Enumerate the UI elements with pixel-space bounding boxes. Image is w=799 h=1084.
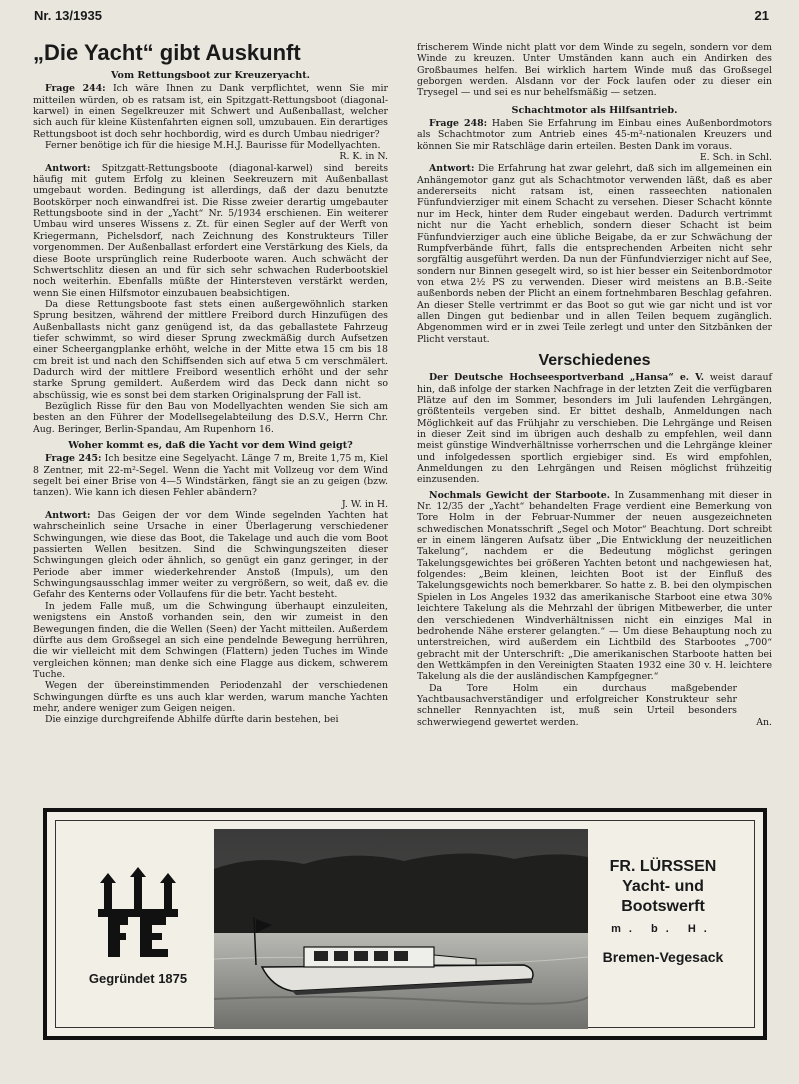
answer-text: Die Erfahrung hat zwar gelehrt, daß sich im allgemeinen ein Anhängemotor ganz gut als Schachtmotor verwenden läßt, daß es aber andererseits nicht ratsam ist, einen rasseechten nationalen Fünfundvierziger mit einem Schacht zu versehen. Dieser Schacht könnte nur im Heck, hinter dem Ruder eingebaut werden. Dadurch vertrimmt nicht nur die Yacht erheblich, sondern dieser Schacht ist beim Fünfundvierziger auch eine übliche Beigabe, da er zur Schwächung der Rumpfverbände führt, falls die entsprechenden Arbeiten nicht sehr sorgfältig ausgeführt werden. Da nun der Fünfundvierziger nicht auf See, sondern nur Binnen gesegelt wird, so ist hier besser ein Seitenbordmotor von etwa 2½ PS zu verwenden. Dieser wird meistens an B.B.-Seite außenbords neben der Plicht an einem fortnehmbaren Beschlag gefahren. An dieser Stelle vertrimmt er das Boot so gut wie gar nicht und ist vor allen Dingen gut bedienbar und in allen Teilen bequem zugänglich. Abgenommen wird er in zwei Teile zerlegt und unter den Sitzbänken der Plicht verstaut.: [417, 163, 772, 345]
news-text: In Zusammenhang mit dieser in Nr. 12/35 der „Yacht“ behandelten Frage verdient eine Bemerkung von Tore Holm in der Februar-Nummer der neuen ausgezeichneten schwedischen Monatsschrift „Segel och Motor“ Beachtung. Dort schreibt er in einem längeren Aufsatz über „Die Entwicklung der neuzeitlichen Takelung“, nachdem er die Bedeutung möglichst geringen Takelungsgewichtes bei größeren Yachten betont und nachgewiesen hat, folgendes: „Beim kleinen, leichten Boot ist der Einfluß des Takelungsgewichts noch bemerkbarer. So hatte z. B. bei den olympischen Spielen in Los Angeles 1932 das amerikanische Starboot eine etwa 30% leichtere Takelung als die Mehrzahl der übrigen Mitbewerber, die unter den verschiedenen Windverhältnissen nicht ein einziges Mal in bedrohende Nähe ersterer gelangten.“ — Um diese Behauptung noch zu unterstreichen, wird außerdem ein Lichtbild des Starbootes „700“ gebracht mit der Unterschrift: „Die amerikanischen Starboote hatten bei den Wettkämpfen in den Vereinigten Staaten 1932 eine 30 v. H. leichtere Takelung als die der ausländischen Kampfgegner.“: [417, 489, 772, 683]
section-subtitle: Vom Rettungsboot zur Kreuzeryacht.: [110, 70, 310, 81]
news-lead: Der Deutsche Hochseesportverband „Hansa“ e. V.: [429, 372, 705, 384]
signature-line: [33, 151, 388, 162]
company-name-block: [588, 857, 738, 965]
news-closing: [417, 683, 772, 728]
news-closing-text: Da Tore Holm ein durchaus maßgebender Yachtbausachverständiger und erfolgreicher Konstrukteur sehr schneller Rennyachten ist, muß sein Urteil besonders schwerwiegend gewertet werden.: [417, 682, 737, 728]
page-header: [12, 8, 769, 26]
answer-label: Antwort:: [45, 162, 91, 174]
answer-244-p3: Bezüglich Risse für den Bau von Modellyachten wenden Sie sich am besten an den Führer der Modellsegelabteilung des D.S.V., Herrn Chr. Aug. Beringer, Berlin-Spandau, Am Rupenhorn 16.: [33, 400, 388, 435]
signature: R. K. in N.: [339, 151, 388, 163]
page-number: 21: [754, 8, 769, 23]
section-title-verschiedenes: Verschiedenes: [538, 351, 651, 369]
question-text: Haben Sie Erfahrung im Einbau eines Außenbordmotors als Schachtmotor zum Antrieb eines 45-m²-nationalen Kreuzers und können Sie mir Ratschläge darin erteilen. Besten Dank im voraus.: [417, 118, 772, 152]
news-lead: Nochmals Gewicht der Starboote.: [429, 489, 610, 501]
left-column: [33, 40, 388, 726]
answer-text: Das Geigen der vor dem Winde segelnden Yachten hat wahrscheinlich seine Ursache in einer Überlagerung verschiedener Schwingungen, wie diese das Boot, die Takelage und auch die vom Boot passierten Wellen besitzen. Sind die Schwingungszeiten dieser Schwingungen gleich oder ähnlich, so genügt ein ganz geringer, in der Periode aber immer wiederkehrender Anstoß (Impuls), um den Schwingungsausschlag immer weiter zu vergrößern, so weit, daß ev. die Gefahr des Kenterns oder Vollaufens für die betr. Yacht besteht.: [33, 510, 388, 601]
answer-text: Spitzgatt-Rettungsboote (diagonal-karwel) sind bereits häufig mit gutem Erfolg zu kleinen Seekreuzern mit Außenballast umgebaut worden. Bedingung ist allerdings, daß der dazu benutzte Bootskörper noch einwandfrei ist. Die Risse zweier derartig umgebauter Rettungsboote sind in der „Yacht“ Nr. 5/1934 erschienen. Ein weiterer Umbau wird unseres Wissens z. Zt. für einen Segler auf der Werft von Kriegermann, Pichelsdorf, nach Zeichnung des Konstrukteurs Tiller vorgenommen. Der Außenballast erfordert eine Verstärkung des Kiels, da diese Boote ursprünglich reine Ruderboote waren. Auch schwächt der Schwertschlitz diesen an und für sich sehr schwachen Ruderbootskiel noch weiterhin. Ebenfalls müßte der Hintersteven verstärkt werden, wenn Sie einen Hilfsmotor einzubauen beabsichtigen.: [33, 162, 388, 299]
question-label: Frage 244:: [45, 83, 106, 95]
company-legal-form: m. b. H.: [611, 923, 715, 935]
question-244: [33, 83, 388, 140]
yacht-photo: [214, 829, 588, 1029]
answer-245-p2: In jedem Falle muß, um die Schwingung überhaupt einzuleiten, wenigstens ein Anstoß vorhanden sein, den wir zumeist in den Bewegungen finden, die die Wellen (Seen) der Yacht mitteilen. Außerdem dürfte aus dem Großsegel an sich eine pendelnde Bewegung herrühren, die wir vielleicht mit dem Schwingen (Flattern) jeden Tuches im Winde vergleichen können; man denke sich eine Flagge aus dickem, schwerem Tuche.: [33, 600, 388, 680]
question-248: [417, 118, 772, 152]
ad-founded: Gegründet 1875: [88, 971, 188, 986]
signature: E. Sch. in Schl.: [699, 152, 772, 164]
signature: An.: [756, 716, 772, 728]
section-subtitle-2: Woher kommt es, daß die Yacht vor dem Wind geigt?: [68, 440, 353, 451]
news-item-hansa: [417, 372, 772, 485]
answer-244: [33, 163, 388, 299]
question-text: Ich besitze eine Segelyacht. Länge 7 m, Breite 1,75 m, Kiel 8 Zentner, mit 22-m²-Segel. Wenn die Yacht mit Vollzeug vor dem Wind segelt bei einer Brise von 4—5 Windstärken, fängt sie an zu geigen (bzw. tanzen). Wie kann ich diesen Fehler abändern?: [33, 453, 388, 499]
question-label: Frage 245:: [45, 453, 102, 465]
signature-line: [33, 499, 388, 510]
company-name: FR. LÜRSSEN: [609, 858, 717, 875]
news-text: weist darauf hin, daß infolge der starken Nachfrage in der letzten Zeit die verfügbaren Plätze auf den im Sommer, besonders im Juli laufenden Lehrgängen, größtenteils vergeben sind. Er bittet deshalb, Anmeldungen nach Möglichkeit auf das Frühjahr zu verschieben. Die Lehrgänge und Reisen in dieser Zeit sind im übrigen auch deshalb zu empfehlen, weil dann meist günstige Windverhältnisse vorherrschen und die Lehrgänge kleiner und infolgedessen sportlich ergiebiger sind. Es wird empfohlen, Anmeldungen zu den Lehrgängen und Reisen möglichst frühzeitig einzusenden.: [417, 372, 772, 486]
signature-line: [417, 152, 772, 163]
answer-245-p3: Wegen der übereinstimmenden Periodenzahl der verschiedenen Schwingungen dürfte es uns auch klar werden, warum manche Yachten mehr, andere weniger zum Geigen neigen.: [33, 680, 388, 714]
section-title: „Die Yacht“ gibt Auskunft: [33, 40, 301, 65]
answer-label: Antwort:: [45, 510, 91, 522]
ad-frame: [55, 820, 755, 1028]
advertisement: [43, 808, 767, 1040]
company-location: Bremen-Vegesack: [602, 949, 724, 965]
question-244-cont: Ferner benötige ich für die hiesige M.H.J. Baurisse für Modellyachten.: [45, 140, 381, 152]
trident-logo-icon: [78, 865, 198, 965]
question-label: Frage 248:: [429, 118, 488, 130]
answer-245: [33, 510, 388, 601]
company-line-3: Bootswerft: [621, 898, 705, 915]
issue-number: Nr. 13/1935: [34, 8, 102, 23]
section-subtitle-3: Schachtmotor als Hilfsantrieb.: [511, 104, 678, 116]
right-column: [417, 42, 772, 728]
answer-244-p2: Da diese Rettungsboote fast stets einen außergewöhnlich starken Sprung besitzen, während der mittlere Freibord durch Hinzufügen des Außenballasts nicht ganz genügend ist, da das geballastete Fahrzeug tiefer schwimmt, so wird dieser Sprung zweckmäßig durch Aufsetzen einer Scheergangplanke erhöht, welche in der Mitte etwa 15 cm bis 18 cm breit ist und nach den Schiffsenden sich auf etwa 5 cm verschmälert. Dadurch wird der mittlere Freibord wesentlich erhöht und der sehr starke Sprung gemildert. Außerdem wird das Deck dann nicht so abschüssig, wie es sonst bei dem starken Originalsprung der Fall ist.: [33, 298, 388, 401]
signature: J. W. in H.: [341, 498, 388, 510]
answer-248: [417, 163, 772, 345]
news-item-starboote: [417, 490, 772, 683]
company-line-2: Yacht- und: [622, 878, 704, 895]
answer-245-p4: Die einzige durchgreifende Abhilfe dürfte darin bestehen, bei: [45, 714, 339, 726]
answer-245-continued: frischerem Winde nicht platt vor dem Winde zu segeln, sondern vor dem Winde zu kreuzen. Unter Umständen kann auch ein Andirken des Großbaumes helfen. Bei wirklich hartem Winde muß das Großsegel geborgen werden. Alsdann vor der Fock laufen oder zu dieser ein Trysegel — und sei es nur behelfsmäßig — setzen.: [417, 42, 772, 99]
answer-label: Antwort:: [429, 163, 475, 175]
question-245: [33, 453, 388, 498]
question-text: Ich wäre Ihnen zu Dank verpflichtet, wenn Sie mir mitteilen würden, ob es ratsam ist, ein Spitzgatt-Rettungsboot (diagonal-karwel) in einen Segelkreuzer mit Schwert und Außenballast, welcher sich auch für kleine Küstenfahrten eignen soll, umzubauen. Ein derartiges Rettungsboot ist doch sehr hochbordig, wird es durch Umbau niedriger?: [33, 83, 388, 140]
